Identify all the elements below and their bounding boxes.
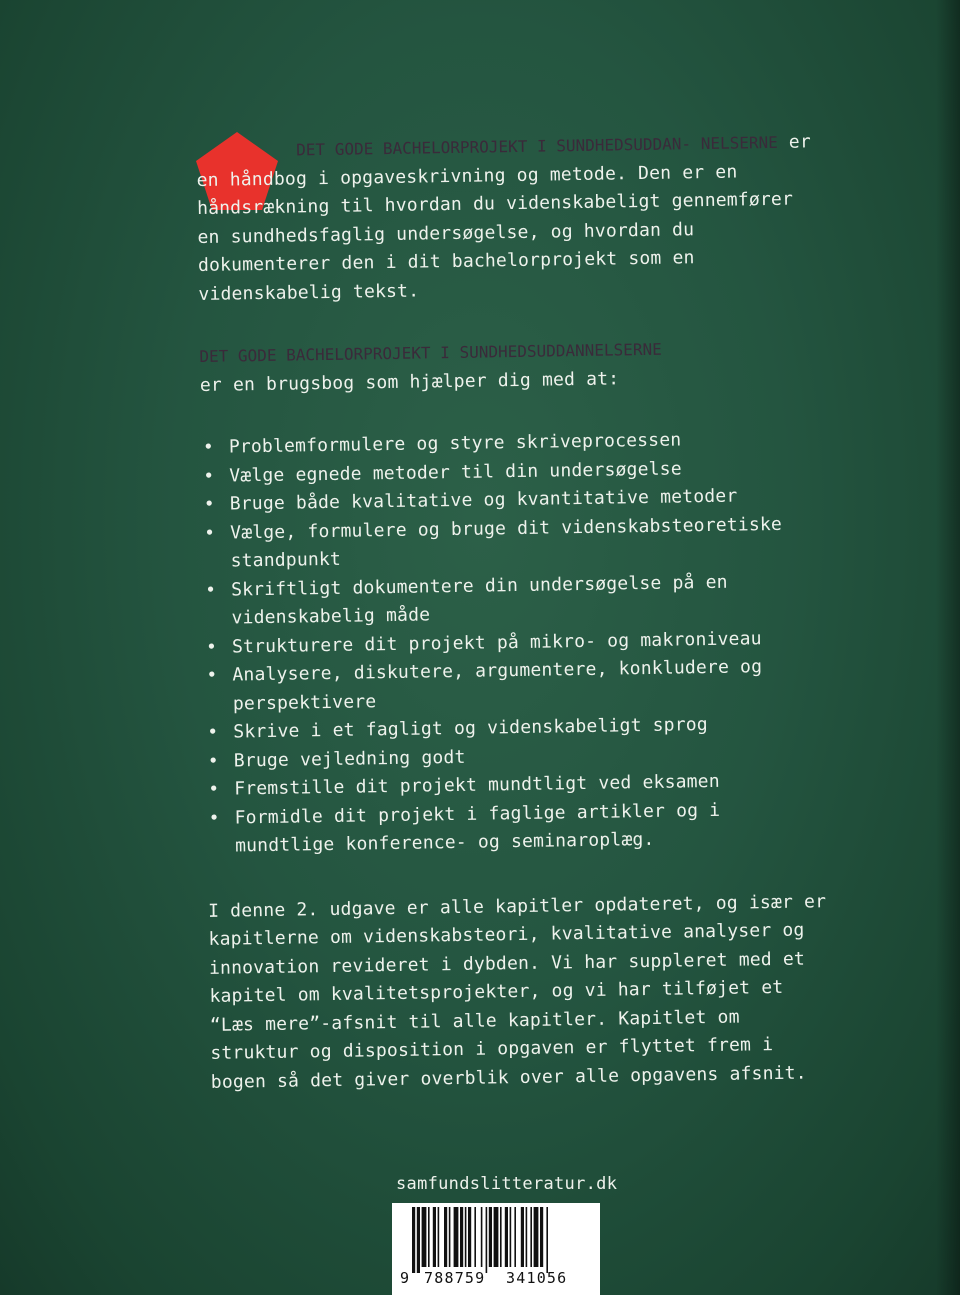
bullet-icon: • (205, 636, 218, 658)
back-cover-text (196, 128, 831, 1097)
bullet-icon: • (203, 493, 215, 515)
bullet-icon: • (204, 522, 216, 544)
list-item: • Bruge vejledning godt (206, 738, 826, 776)
bullet-icon: • (206, 664, 218, 686)
intro-book-title: DET GODE BACHELORPROJEKT I SUNDHEDSUDDAN- NELSERNE (296, 132, 778, 160)
barcode-bar (412, 1207, 415, 1273)
list-item: • Bruge både kvalitative og kvantitative metoder (202, 481, 822, 519)
intro-paragraph (196, 128, 819, 309)
cover-edge-shadow (936, 0, 960, 1295)
barcode-bar (521, 1207, 524, 1267)
list-item: • Skrive i et fagligt og videnskabeligt sprog (205, 709, 825, 747)
list-item: • Formidle dit projekt i faglige artikler og i mundtlige konference- og seminaroplæg. (208, 799, 721, 857)
barcode-bar (510, 1207, 512, 1267)
barcode-bar (489, 1207, 492, 1267)
barcode-bar (526, 1207, 528, 1267)
barcode-bar (481, 1207, 483, 1267)
list-item: • Problemformulere og styre skriveprocessen (201, 424, 821, 462)
barcode-bar (500, 1207, 502, 1267)
barcode-bar (486, 1207, 488, 1273)
bullet-icon: • (207, 721, 219, 743)
isbn-first-digit: 9 (400, 1269, 411, 1287)
barcode-bar (444, 1207, 447, 1267)
barcode-bar (546, 1207, 548, 1273)
intro-text: er en håndbog i opgaveskrivning og metode. Den er en håndsrækning til hvordan du videnskabeligt gennemfører en sundhedsfaglig undersøgelse, og hvordan du dokumenterer den i dit bachelorprojekt som en videnskabelig tekst. (196, 131, 812, 305)
bullet-icon: • (203, 465, 215, 487)
list-item: • Skriftligt dokumentere din undersøgelse på en videnskabelig måde (204, 571, 728, 629)
barcode-bar (534, 1207, 539, 1267)
barcode-bar (428, 1207, 430, 1267)
second-text: er en brugsbog som hjælper dig med at: (199, 367, 620, 396)
bullet-icon: • (202, 436, 215, 458)
barcode-bar (468, 1207, 471, 1267)
barcode-bar (494, 1207, 499, 1267)
barcode-bar (514, 1207, 516, 1267)
barcode-bar (454, 1207, 459, 1267)
list-item: • Vælge egnede metoder til din undersøgelse (201, 453, 821, 491)
list-item: • Analysere, diskutere, argumentere, konkludere og perspektivere (206, 656, 763, 714)
isbn-group-2: 341056 (506, 1269, 568, 1287)
list-item: • Fremstille dit projekt mundtligt ved eksamen (206, 766, 826, 804)
isbn-group-1: 788759 (424, 1269, 486, 1287)
bullet-icon: • (207, 750, 219, 772)
barcode-bar (449, 1207, 451, 1267)
barcode-bar (505, 1207, 508, 1267)
barcode-bar (474, 1207, 476, 1267)
isbn-barcode (392, 1203, 600, 1295)
barcode-bar (422, 1207, 427, 1267)
bullet-icon: • (208, 778, 220, 800)
edition-note: I denne 2. udgave er alle kapitler opdateret, og især er kapitlerne om videnskabsteori, kvalitative analyser og innovation revideret i dybden. Vi har suppleret med et kapitel om kvalitetsprojekter, og vi har tilføjet et “Læs mere”-afsnit til alle kapitler. Kapitlet om struktur og disposition i opgaven er flyttet frem i bogen så det giver overblik over alle opgavens afsnit. (207, 890, 827, 1093)
second-paragraph (199, 333, 820, 400)
barcode-bar (438, 1207, 440, 1267)
bullet-icon: • (208, 807, 220, 829)
barcode-bar (465, 1207, 467, 1267)
list-item: • Strukturere dit projekt på mikro- og makroniveau (204, 624, 824, 662)
feature-list (201, 424, 828, 861)
bullet-icon: • (204, 579, 217, 601)
barcode-bar (433, 1207, 436, 1267)
second-book-title: DET GODE BACHELORPROJEKT I SUNDHEDSUDDANNELSERNE (199, 339, 662, 366)
publisher-website: samfundslitteratur.dk (396, 1174, 618, 1194)
list-item: • Vælge, formulere og bruge dit videnskabsteoretiske standpunkt (204, 513, 783, 572)
barcode-bar (530, 1207, 532, 1267)
barcode-bar (417, 1207, 420, 1273)
barcode-bar (540, 1207, 543, 1267)
barcode-bar (460, 1207, 463, 1267)
barcode-bars (392, 1203, 600, 1273)
